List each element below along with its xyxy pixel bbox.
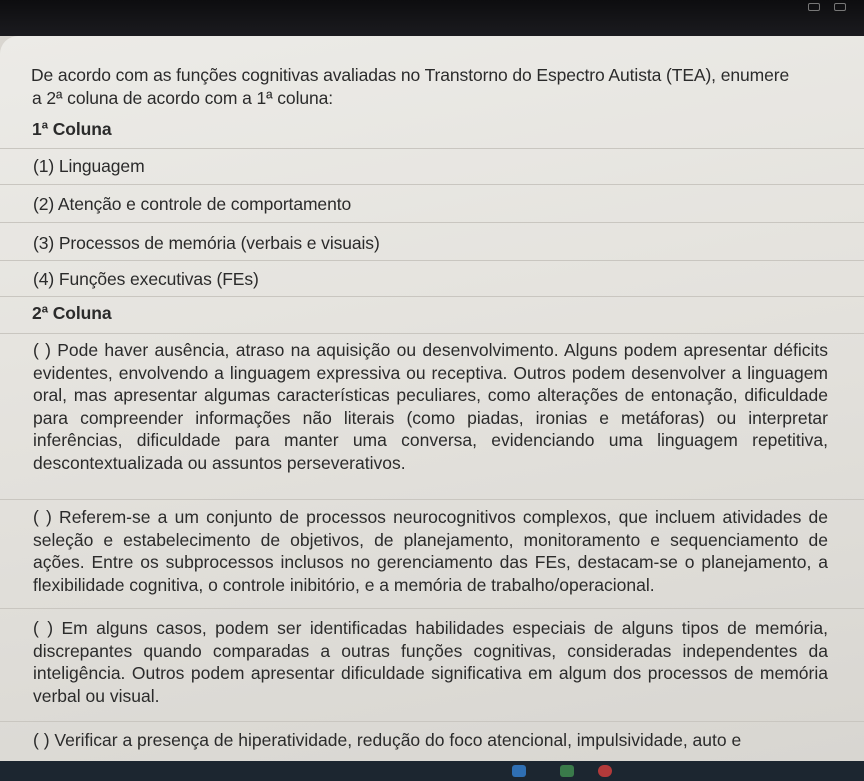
column2-item-1: ( ) Pode haver ausência, atraso na aquisição ou desenvolvimento. Alguns podem apresentar déficits evidentes, envolvendo a linguagem expressiva ou receptiva. Outros podem desenvolver a linguagem oral, mas apresentar algumas características peculiares, como alterações de entonação, dificuldade para compreender informações não literais (como piadas, ironias e metáforas) ou interpretar inferências, dificuldade para manter uma conversa, evidenciando uma linguagem repetitiva, descontextualizada ou assuntos perseverativos. [33, 340, 828, 473]
column2-heading: 2ª Coluna [32, 303, 112, 323]
divider [0, 222, 864, 223]
battery-icon [834, 3, 846, 11]
column1-item-3: (3) Processos de memória (verbais e visuais) [33, 233, 380, 253]
divider [0, 721, 864, 722]
divider [0, 499, 864, 500]
column1-item-2: (2) Atenção e controle de comportamento [33, 194, 352, 214]
wifi-icon [808, 3, 820, 11]
divider [0, 184, 864, 185]
question-intro-line2: a 2ª coluna de acordo com a 1ª coluna: [32, 88, 334, 108]
question-document [0, 36, 864, 761]
app-icon[interactable] [560, 765, 574, 777]
divider [0, 148, 864, 149]
column1-heading: 1ª Coluna [32, 119, 112, 139]
opera-icon[interactable] [598, 765, 612, 777]
divider [0, 333, 864, 334]
system-tray [808, 0, 846, 14]
browser-icon[interactable] [512, 765, 526, 777]
divider [0, 296, 864, 297]
column2-item-3: ( ) Em alguns casos, podem ser identificadas habilidades especiais de alguns tipos de memória, discrepantes quando comparadas a outras funções cognitivas, consideradas independentes da inteligência. Outros podem apresentar dificuldade significativa em algum dos processos de memória verbal ou visual. [33, 618, 828, 706]
taskbar [0, 761, 864, 781]
column1-item-1: (1) Linguagem [33, 156, 145, 176]
divider [0, 608, 864, 609]
question-intro-line1: De acordo com as funções cognitivas avaliadas no Transtorno do Espectro Autista (TEA), enumere [31, 65, 790, 85]
column1-item-4: (4) Funções executivas (FEs) [33, 269, 259, 289]
device-top-bar [0, 0, 864, 36]
column2-item-2: ( ) Referem-se a um conjunto de processos neurocognitivos complexos, que incluem atividades de seleção e estabelecimento de objetivos, de planejamento, monitoramento e sequenciamento de ações. Entre os subprocessos inclusos no gerenciamento das FEs, destacam-se o planejamento, a flexibilidade cognitiva, o controle inibitório, e a memória de trabalho/operacional. [33, 507, 828, 595]
divider [0, 260, 864, 261]
column2-item-4: ( ) Verificar a presença de hiperatividade, redução do foco atencional, impulsividade, auto e [33, 730, 742, 750]
